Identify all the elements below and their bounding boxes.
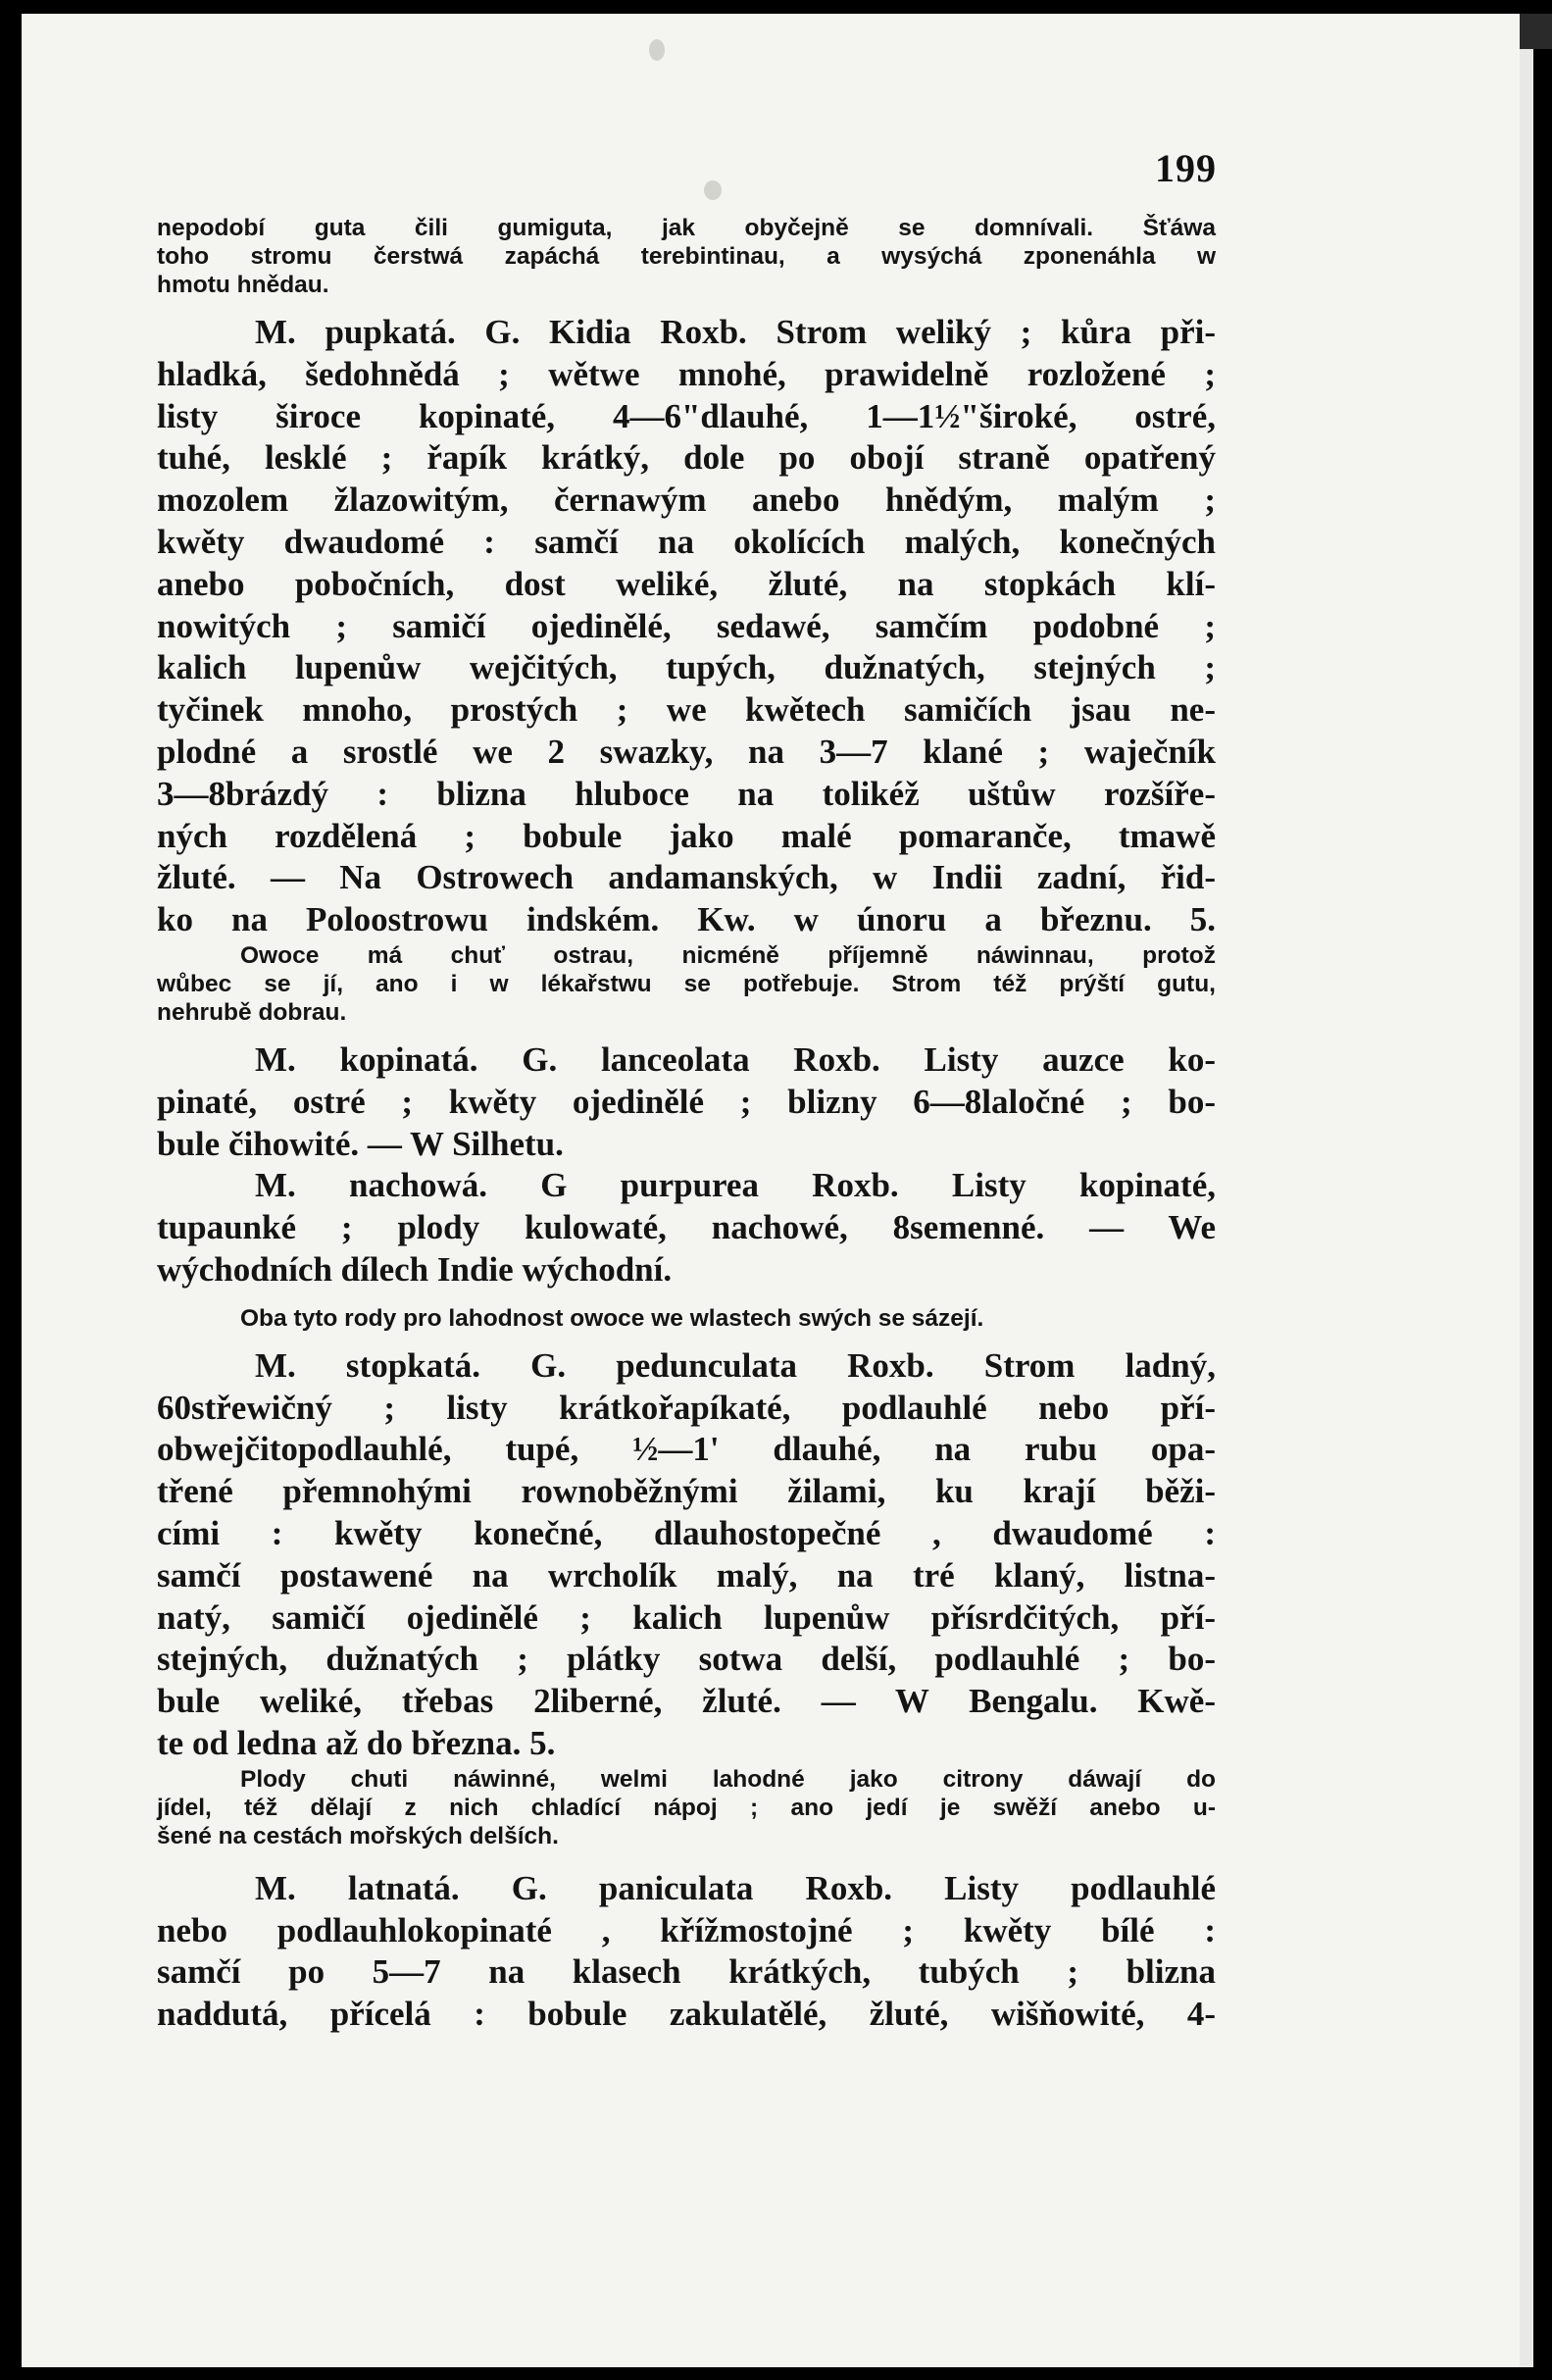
- paragraph-gap: [157, 299, 1216, 312]
- text-line: kwěty dwaudomé : samčí na okolících malých, konečných: [157, 522, 1216, 561]
- text-line: ko na Poloostrowu indském. Kw. w únoru a březnu. 5.: [157, 900, 1216, 939]
- ink-spot-upper: [704, 180, 722, 200]
- text-line: natý, samičí ojedinělé ; kalich lupenůw přísrdčitých, pří-: [157, 1597, 1216, 1637]
- footnote-line: hmotu hnědau.: [157, 272, 329, 298]
- text-line: nowitých ; samičí ojedinělé, sedawé, samčím podobné ;: [157, 606, 1216, 645]
- ink-spot-top: [649, 39, 665, 61]
- text-line: bule čihowité. — W Silhetu.: [157, 1124, 564, 1163]
- text-line: M. latnatá. G. paniculata Roxb. Listy podlauhlé: [255, 1868, 1216, 1907]
- text-line: wýchodních dílech Indie wýchodní.: [157, 1249, 673, 1289]
- text-line: ných rozdělená ; bobule jako malé pomaranče, tmawě: [157, 816, 1216, 855]
- text-line: stejných, dužnatých ; plátky sotwa delší, podlauhlé ; bo-: [157, 1640, 1216, 1679]
- text-line: samčí postawené na wrcholík malý, na tré klaný, listna-: [157, 1555, 1216, 1595]
- page-edge-strip: [1520, 14, 1533, 2367]
- footnote-line: toho stromu čerstwá zapáchá terebintinau, a wysýchá zponenáhla w: [157, 243, 1216, 270]
- text-line: tyčinek mnoho, prostých ; we kwětech samičích jsau ne-: [157, 690, 1216, 730]
- text-line: tuhé, lesklé ; řapík krátký, dole po obojí straně opatřený: [157, 438, 1216, 478]
- footnote-line: jídel, též dělají z nich chladící nápoj ; ano jedí je swěží anebo u-: [157, 1794, 1216, 1821]
- text-line: cími : kwěty konečné, dlauhostopečné , dwaudomé :: [157, 1513, 1216, 1552]
- text-line: 60střewičný ; listy krátkořapíkaté, podlauhlé nebo pří-: [157, 1388, 1216, 1427]
- text-line: hladká, šedohnědá ; wětwe mnohé, prawidelně rozložené ;: [157, 354, 1216, 393]
- text-line: mozolem žlazowitým, černawým anebo hnědým, malým ;: [157, 481, 1216, 520]
- page-number: 199: [1155, 146, 1217, 190]
- text-line: M. stopkatá. G. pedunculata Roxb. Strom ladný,: [255, 1345, 1216, 1385]
- footnote-line: Plody chuti náwinné, welmi lahodné jako citrony dáwají do: [240, 1765, 1216, 1793]
- text-line: 3—8brázdý : blizna hluboce na tolikéž uštůw rozšíře-: [157, 774, 1216, 813]
- text-line: třené přemnohými rownoběžnými žilami, ku krají běži-: [157, 1472, 1216, 1511]
- page-corner-shadow: [1520, 14, 1552, 49]
- text-line: listy široce kopinaté, 4—6"dlauhé, 1—1½"široké, ostré,: [157, 396, 1216, 435]
- text-line: samčí po 5—7 na klasech krátkých, tubých ; blizna: [157, 1952, 1216, 1992]
- text-line: obwejčitopodlauhlé, tupé, ½—1' dlauhé, na rubu opa-: [157, 1430, 1216, 1469]
- text-line: kalich lupenůw wejčitých, tupých, dužnatých, stejných ;: [157, 648, 1216, 687]
- paragraph-gap: [157, 1291, 1216, 1304]
- footnote-line: Oba tyto rody pro lahodnost owoce we wlastech swých se sázejí.: [240, 1304, 984, 1332]
- text-line: te od ledna až do března. 5.: [157, 1723, 556, 1762]
- paragraph-gap: [157, 1850, 1216, 1868]
- text-line: M. nachowá. G purpurea Roxb. Listy kopinaté,: [255, 1166, 1216, 1205]
- text-line: nebo podlauhlokopinaté , křížmostojné ; kwěty bílé :: [157, 1910, 1216, 1950]
- text-line: anebo pobočních, dost weliké, žluté, na stopkách klí-: [157, 564, 1216, 603]
- text-line: bule weliké, třebas 2liberné, žluté. — W Bengalu. Kwě-: [157, 1682, 1216, 1721]
- paragraph-gap: [157, 1027, 1216, 1039]
- footnote-line: nepodobí guta čili gumiguta, jak obyčejně se domnívali. Šťáwa: [157, 215, 1216, 241]
- text-line: M. pupkatá. G. Kidia Roxb. Strom weliký ; kůra při-: [255, 313, 1216, 351]
- text-line: pinaté, ostré ; kwěty ojedinělé ; blizny 6—8laločné ; bo-: [157, 1082, 1216, 1121]
- footnote-line: wůbec se jí, ano i w lékařstwu se potřebuje. Strom též prýští gutu,: [157, 970, 1216, 997]
- footnote-line: nehrubě dobrau.: [157, 998, 347, 1026]
- paragraph-gap: [157, 1333, 1216, 1345]
- text-line: M. kopinatá. G. lanceolata Roxb. Listy auzce ko-: [255, 1039, 1216, 1079]
- page-text: [157, 214, 1216, 2036]
- text-line: plodné a srostlé we 2 swazky, na 3—7 klané ; waječník: [157, 732, 1216, 771]
- text-line: žluté. — Na Ostrowech andamanských, w Indii zadní, řid-: [157, 858, 1216, 897]
- text-line: naddutá, přícelá : bobule zakulatělé, žluté, wišňowité, 4-: [157, 1995, 1216, 2034]
- footnote-line: šené na cestách mořských delších.: [157, 1822, 559, 1849]
- text-line: tupaunké ; plody kulowaté, nachowé, 8semenné. — We: [157, 1208, 1216, 1247]
- footnote-line: Owoce má chuť ostrau, nicméně příjemně náwinnau, protož: [240, 941, 1216, 969]
